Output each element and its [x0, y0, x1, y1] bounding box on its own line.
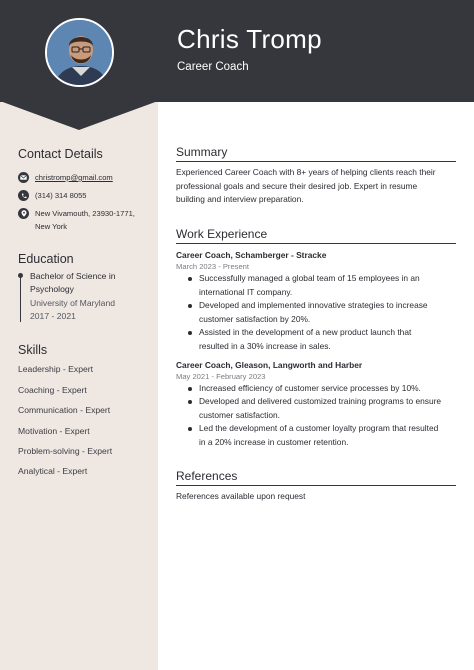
contact-address-row — [18, 207, 145, 233]
summary-line: Experienced Career Coach with 8+ years of helping clients reach their — [176, 167, 436, 177]
job-bullet — [188, 272, 458, 299]
skill-item: Coaching - Expert — [18, 385, 87, 395]
job-title: Career Coach, Gleason, Langworth and Harber — [176, 360, 363, 370]
email-link[interactable]: christromp@gmail.com — [35, 173, 113, 182]
bullet-dot — [188, 277, 192, 281]
summary-line: professional goals and secure their desired job. Expert in resume — [176, 180, 418, 191]
bullet-line: resulted in a 30% increase in sales. — [199, 340, 331, 351]
header-chevron — [0, 101, 158, 131]
job-bullet — [188, 326, 458, 353]
bullet-dot — [188, 387, 192, 391]
timeline-dot — [18, 273, 23, 278]
bullet-line: Successfully managed a global team of 15 employees in an — [199, 273, 420, 283]
degree-line-1: Bachelor of Science in — [30, 271, 116, 281]
education-years: 2017 - 2021 — [30, 311, 76, 321]
contact-email-row — [18, 171, 145, 184]
address-line-2: New York — [35, 222, 68, 231]
degree-line-2: Psychology — [30, 284, 74, 294]
skill-item: Motivation - Expert — [18, 426, 90, 436]
bullet-line: Developed and implemented innovative strategies to increase — [199, 300, 428, 310]
contact-heading: Contact Details — [18, 147, 103, 161]
job-title: Career Coach, Schamberger - Stracke — [176, 250, 327, 260]
skill-item: Problem-solving - Expert — [18, 446, 113, 456]
bullet-line: Increased efficiency of customer service processes by 10%. — [199, 383, 421, 393]
bullet-line: Assisted in the development of a new product launch that — [199, 327, 412, 337]
job-bullet — [188, 422, 458, 449]
summary-text — [176, 166, 458, 207]
location-pin-icon — [18, 208, 29, 219]
timeline-line — [20, 276, 21, 322]
education-heading: Education — [18, 252, 74, 266]
bullet-line: international IT company. — [199, 286, 293, 297]
avatar — [45, 18, 114, 87]
bullet-dot — [188, 304, 192, 308]
bullet-dot — [188, 427, 192, 431]
summary-line: building and interview preparation. — [176, 194, 304, 204]
bullet-line: Developed and delivered customized training programs to ensure — [199, 396, 442, 406]
university: University of Maryland — [30, 298, 116, 308]
candidate-role: Career Coach — [177, 61, 249, 73]
skill-item: Communication - Expert — [18, 405, 111, 415]
bullet-dot — [188, 331, 192, 335]
job-bullet — [188, 299, 458, 326]
address-line-1: New Vivamouth, 23930-1771, — [35, 209, 135, 218]
job-dates: May 2021 - February 2023 — [176, 372, 266, 381]
bullet-dot — [188, 400, 192, 404]
phone-text: (314) 314 8055 — [35, 191, 87, 200]
job-bullet — [188, 382, 458, 396]
bullet-line: customer satisfaction. — [199, 409, 280, 420]
skill-item: Analytical - Expert — [18, 466, 88, 476]
email-icon — [18, 172, 29, 183]
job-bullet — [188, 395, 458, 422]
references-heading: References — [176, 469, 456, 486]
job-dates: March 2023 - Present — [176, 262, 250, 271]
skill-item: Leadership - Expert — [18, 364, 93, 374]
summary-heading: Summary — [176, 145, 456, 162]
references-text: References available upon request — [176, 491, 306, 501]
phone-icon — [18, 190, 29, 201]
experience-heading: Work Experience — [176, 227, 456, 244]
skills-heading: Skills — [18, 343, 48, 357]
degree — [30, 270, 140, 296]
contact-phone-row — [18, 189, 145, 202]
address-text — [35, 207, 145, 233]
candidate-name: Chris Tromp — [177, 24, 322, 54]
bullet-line: Led the development of a customer loyalty program that resulted — [199, 423, 439, 433]
bullet-line: in a 20% increase in customer retention. — [199, 436, 349, 447]
bullet-line: customer satisfaction by 20%. — [199, 313, 311, 324]
